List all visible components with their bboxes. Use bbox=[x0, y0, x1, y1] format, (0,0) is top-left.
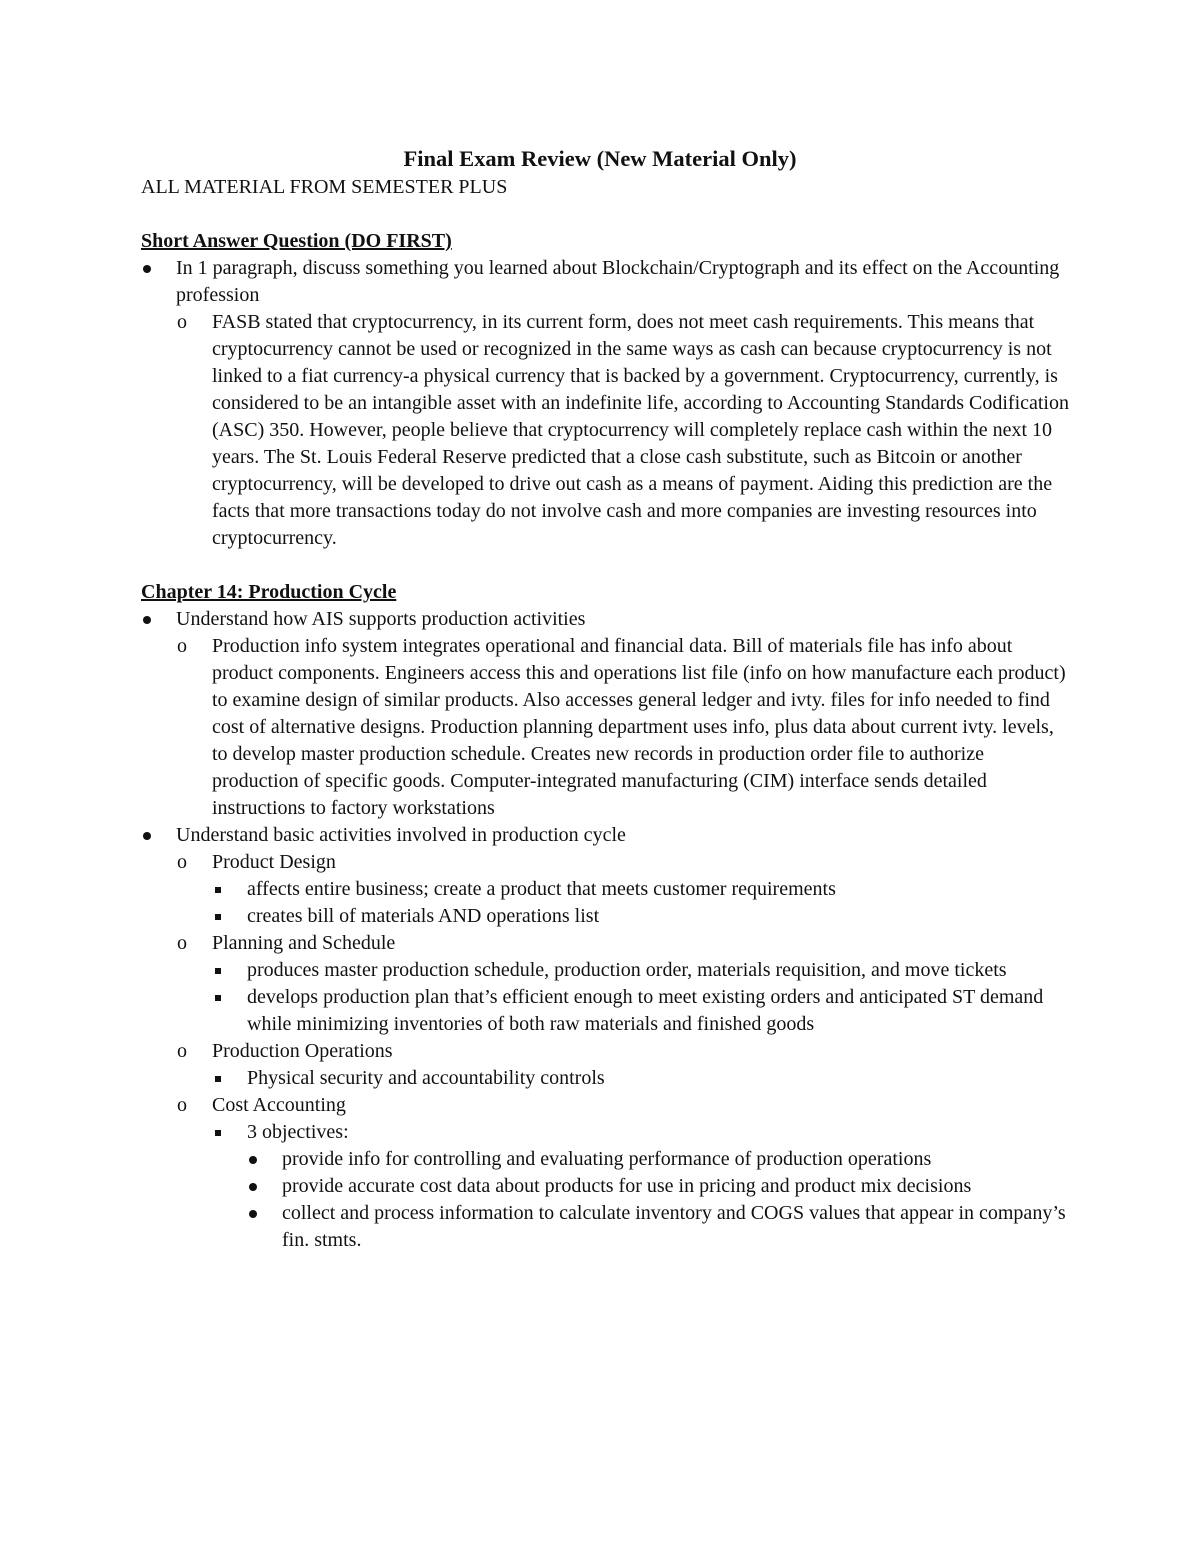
list-item bbox=[141, 822, 1071, 849]
list-item bbox=[141, 255, 1071, 309]
bullet-circle-icon: o bbox=[177, 1040, 187, 1062]
list-item-text: provide info for controlling and evaluating performance of production operations bbox=[282, 1148, 932, 1170]
list-item bbox=[141, 633, 1071, 822]
list-item-text: Planning and Schedule bbox=[212, 932, 396, 954]
list-item-text: affects entire business; create a product that meets customer requirements bbox=[247, 878, 836, 900]
bullet-circle-icon: o bbox=[177, 635, 187, 657]
short-answer-heading: Short Answer Question (DO FIRST) bbox=[141, 230, 452, 252]
chapter-14-list bbox=[141, 606, 1071, 1254]
list-item-text: Production info system integrates operational and financial data. Bill of materials file has info about product components. Engineers access this and operations list file (info on how manufacture each product) to examine design of similar products. Also accesses general ledger and ivty. files for info needed to find cost of alternative designs. Production planning department uses info, plus data about current ivty. levels, to develop master production schedule. Creates new records in production order file to authorize production of specific goods. Computer-integrated manufacturing (CIM) interface sends detailed instructions to factory workstations bbox=[212, 635, 1066, 819]
list-item-text: creates bill of materials AND operations list bbox=[247, 905, 600, 927]
document-title: Final Exam Review (New Material Only) bbox=[403, 146, 797, 171]
list-item-text: Understand basic activities involved in production cycle bbox=[176, 824, 626, 846]
short-answer-list bbox=[141, 255, 1071, 552]
bullet-circle-icon: o bbox=[177, 851, 187, 873]
list-item-text: Production Operations bbox=[212, 1040, 393, 1062]
spacer bbox=[141, 552, 1071, 579]
list-item bbox=[141, 903, 1071, 930]
bullet-circle-icon: o bbox=[177, 311, 187, 333]
document-body bbox=[141, 228, 1071, 1254]
list-item bbox=[141, 984, 1071, 1038]
list-item-text: Cost Accounting bbox=[212, 1094, 346, 1116]
list-item-text: Understand how AIS supports production activities bbox=[176, 608, 586, 630]
document-subtitle: ALL MATERIAL FROM SEMESTER PLUS bbox=[141, 176, 508, 198]
list-item bbox=[141, 1038, 1071, 1065]
list-item bbox=[141, 957, 1071, 984]
list-item bbox=[141, 930, 1071, 957]
list-item-text: provide accurate cost data about products for use in pricing and product mix decisions bbox=[282, 1175, 972, 1197]
list-item-text: In 1 paragraph, discuss something you learned about Blockchain/Cryptograph and its effect on the Accounting profession bbox=[176, 257, 1060, 306]
bullet-circle-icon: o bbox=[177, 1094, 187, 1116]
list-item-text: Product Design bbox=[212, 851, 336, 873]
list-item bbox=[141, 1146, 1071, 1173]
list-item-text: Physical security and accountability controls bbox=[247, 1067, 605, 1089]
chapter-14-heading: Chapter 14: Production Cycle bbox=[141, 581, 397, 603]
list-item bbox=[141, 606, 1071, 633]
list-item-text: develops production plan that’s efficient enough to meet existing orders and anticipated ST demand while minimizing inventories of both raw materials and finished goods bbox=[247, 986, 1044, 1035]
list-item-text: FASB stated that cryptocurrency, in its current form, does not meet cash requirements. This means that cryptocurrency cannot be used or recognized in the same ways as cash can because cryptocurrency is not linked to a fiat currency-a physical currency that is backed by a government. Cryptocurrency, currently, is considered to be an intangible asset with an indefinite life, according to Accounting Standards Codification (ASC) 350. However, people believe that cryptocurrency will completely replace cash within the next 10 years. The St. Louis Federal Reserve predicted that a close cash substitute, such as Bitcoin or another cryptocurrency, will be developed to drive out cash as a means of payment. Aiding this prediction are the facts that more transactions today do not involve cash and more companies are investing resources into cryptocurrency. bbox=[212, 311, 1069, 549]
list-item bbox=[141, 1173, 1071, 1200]
list-item bbox=[141, 1092, 1071, 1119]
list-item-text: collect and process information to calculate inventory and COGS values that appear in company’s fin. stmts. bbox=[282, 1202, 1066, 1251]
list-item bbox=[141, 876, 1071, 903]
list-item bbox=[141, 1065, 1071, 1092]
list-item bbox=[141, 849, 1071, 876]
list-item-text: 3 objectives: bbox=[247, 1121, 349, 1143]
list-item bbox=[141, 1119, 1071, 1146]
list-item bbox=[141, 1200, 1071, 1254]
list-item bbox=[141, 309, 1071, 552]
bullet-circle-icon: o bbox=[177, 932, 187, 954]
list-item-text: produces master production schedule, production order, materials requisition, and move tickets bbox=[247, 959, 1007, 981]
